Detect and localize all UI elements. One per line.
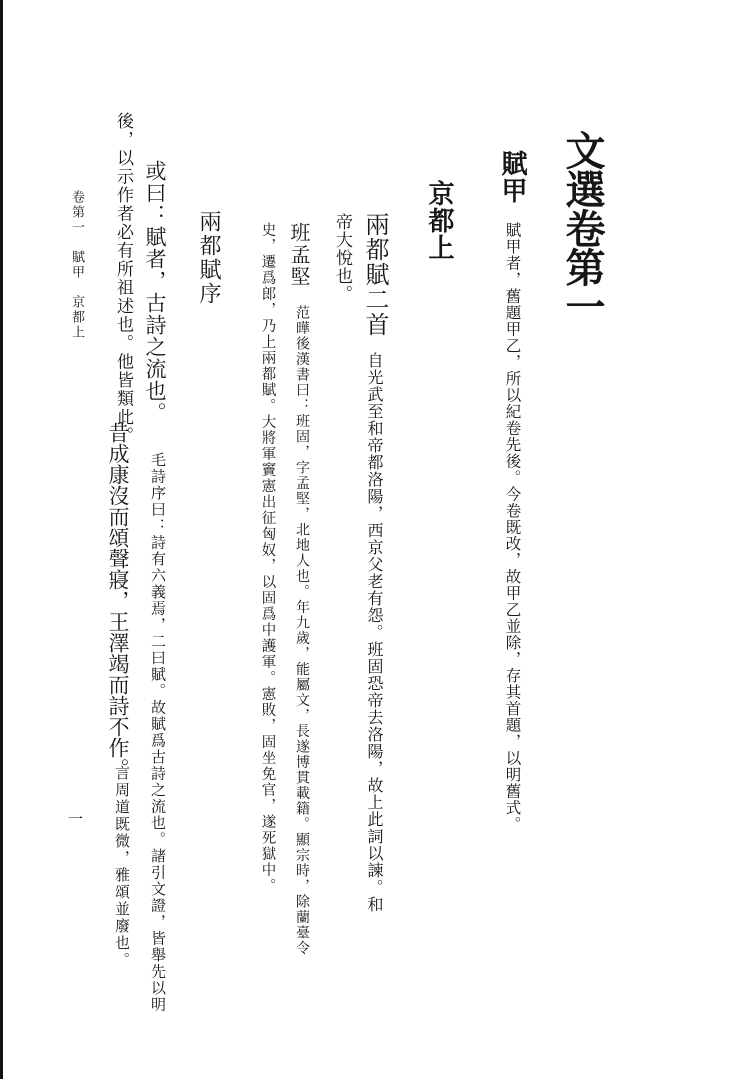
author-note-line2: 史，遷爲郎，乃上兩都賦。大將軍竇憲出征匈奴，以固爲中護軍。憲敗，固坐免官，遂死獄中。 <box>259 222 276 894</box>
poem-note-line1: 自光武至和帝都洛陽，西京父老有怨。班固恐帝去洛陽，故上此詞以諫。和 <box>365 352 384 913</box>
author-name: 班孟堅 <box>287 222 311 288</box>
preface-note-line2: 後，以示作者必有所祖述也。他皆類此。 <box>113 112 133 445</box>
book-title: 文選卷第一 <box>559 130 606 325</box>
preface-text-line2: 昔成康沒而頌聲寢，王澤竭而詩不作。 <box>106 422 130 779</box>
poem-note-line2: 帝大悅也。 <box>332 213 352 303</box>
category-heading: 京都上 <box>424 180 454 261</box>
section-fu-note: 賦甲者，舊題甲乙，所以紀卷先後。今卷既改，故甲乙並除，存其首題，以明舊式。 <box>503 222 522 833</box>
poem-title: 兩都賦二首 <box>361 212 389 337</box>
section-heading-fu: 賦甲 <box>497 150 527 204</box>
preface-text-line1: 或曰：賦者，古詩之流也。 <box>143 160 167 424</box>
author-note-line1: 范曄後漢書曰：班固，字孟堅，北地人也。年九歲，能屬文，長遂博貫載籍。顯宗時，除蘭臺令 <box>294 305 310 956</box>
preface-note-line3: 言周道既微，雅頌並廢也。 <box>113 765 131 969</box>
page-number: 一 <box>68 810 84 828</box>
page-edge <box>0 0 3 1079</box>
preface-note-line1: 毛詩序曰：詩有六義焉，二曰賦。故賦爲古詩之流也。諸引文證，皆舉先以明 <box>149 452 167 1013</box>
preface-title: 兩都賦序 <box>196 210 221 306</box>
running-head: 卷第一 賦甲 京都上 <box>69 190 84 340</box>
